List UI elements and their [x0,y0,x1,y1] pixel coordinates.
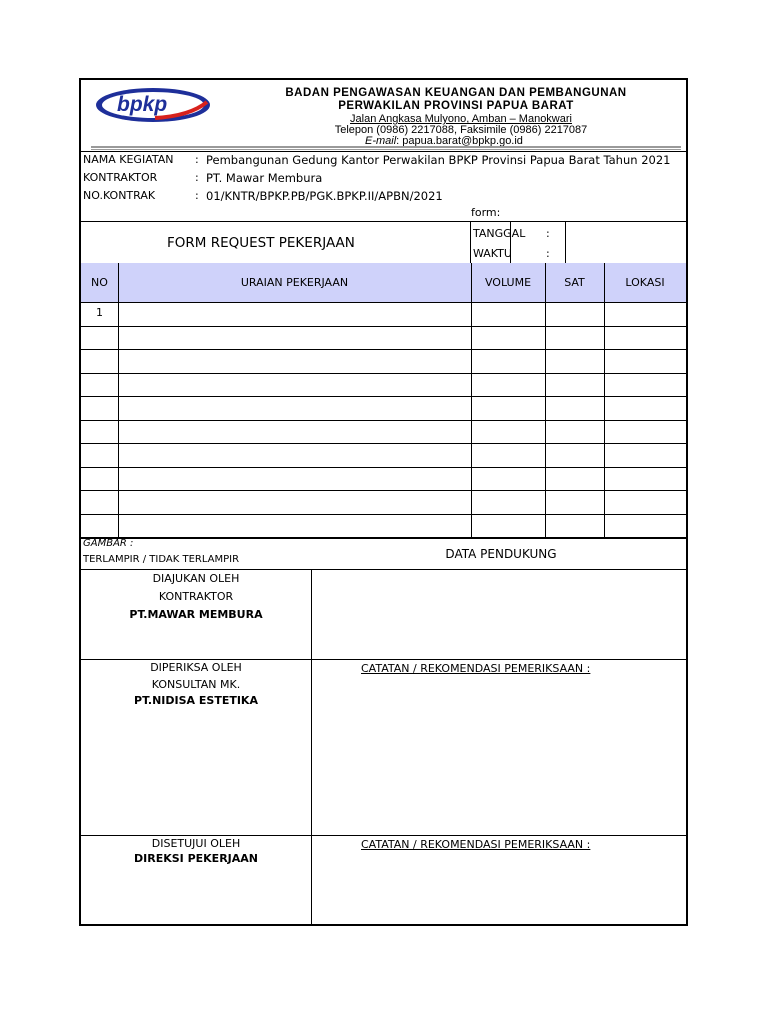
waktu-colon: : [546,247,550,260]
table-cell[interactable] [118,353,471,371]
table-cell[interactable] [604,471,686,489]
table-row [81,396,686,420]
row-line [81,490,686,491]
row-line [81,326,686,327]
table-cell[interactable] [81,447,118,465]
col-volume: VOLUME [484,276,532,289]
sign-top-line [81,569,686,570]
col-lokasi: LOKASI [625,276,665,289]
table-row [81,326,686,350]
diajukan-name: PT.MAWAR MEMBURA [129,608,263,621]
org-phone: Telepon (0986) 2217088, Faksimile (0986) 2217087 [334,124,588,136]
email-label: E-mail [365,135,397,147]
gambar-label: GAMBAR : [83,538,134,549]
table-row [81,490,686,514]
kegiatan-colon: : [195,153,199,166]
kontraktor-value: PT. Mawar Membura [206,171,323,185]
sign-divider [311,569,312,926]
table-cell[interactable] [545,494,604,512]
row-line [81,373,686,374]
gambar-option: TERLAMPIR / TIDAK TERLAMPIR [83,554,240,565]
header-rule-top [91,146,681,148]
sign-row-line-1 [81,659,686,660]
table-cell[interactable] [471,471,545,489]
bpkp-logo [95,86,211,124]
kegiatan-label: NAMA KEGIATAN [83,153,174,166]
table-cell[interactable] [118,306,471,324]
table-cell[interactable] [604,518,686,536]
catatan-pemeriksaan-2: CATATAN / REKOMENDASI PEMERIKSAAN : [361,838,591,851]
table-cell[interactable] [471,330,545,348]
table-cell[interactable] [545,424,604,442]
table-cell[interactable] [604,377,686,395]
row-line [81,420,686,421]
header-rule-bottom [91,149,681,150]
waktu-label: WAKTU [473,247,512,260]
table-cell[interactable] [604,447,686,465]
tanggal-colon: : [546,227,550,240]
table-row [81,373,686,397]
logo-text: bpkp [117,93,168,116]
table-cell[interactable] [118,400,471,418]
table-row [81,349,686,373]
table-cell[interactable] [471,353,545,371]
data-pendukung: DATA PENDUKUNG [445,547,557,561]
table-cell[interactable] [545,377,604,395]
tanggal-label: TANGGAL [473,227,526,240]
table-row [81,443,686,467]
org-address: Jalan Angkasa Mulyono, Amban – Manokwari [350,113,572,125]
table-cell[interactable] [118,424,471,442]
email-value: : papua.barat@bpkp.go.id [396,135,523,147]
table-cell[interactable] [81,471,118,489]
kontraktor-colon: : [195,171,199,184]
form-title: FORM REQUEST PEKERJAAN [167,235,355,251]
row-line [81,349,686,350]
table-cell[interactable] [604,306,686,324]
table-cell[interactable] [545,447,604,465]
table-cell[interactable] [471,377,545,395]
table-cell[interactable] [118,494,471,512]
catatan-pemeriksaan-1: CATATAN / REKOMENDASI PEMERIKSAAN : [361,662,591,675]
table-cell[interactable] [604,353,686,371]
table-cell[interactable] [604,400,686,418]
table-cell[interactable] [118,377,471,395]
info-top-line [81,151,686,152]
table-cell[interactable] [118,330,471,348]
table-cell[interactable] [118,447,471,465]
diajukan-label: DIAJUKAN OLEH [152,572,240,585]
table-cell[interactable] [471,494,545,512]
kontrak-colon: : [195,189,199,202]
table-cell[interactable] [81,518,118,536]
diperiksa-role: KONSULTAN MK. [151,678,241,691]
table-cell[interactable] [81,494,118,512]
table-row [81,467,686,491]
tanggal-value-divider [565,221,566,263]
title-divider [470,221,471,263]
table-cell[interactable] [545,518,604,536]
disetujui-label: DISETUJUI OLEH [151,837,241,850]
table-cell[interactable]: 1 [96,306,103,319]
disetujui-name: DIREKSI PEKERJAAN [134,852,258,865]
table-cell[interactable] [545,330,604,348]
table-row [81,514,686,538]
row-line [81,443,686,444]
org-name: BADAN PENGAWASAN KEUANGAN DAN PEMBANGUNAN [285,87,627,99]
diperiksa-name: PT.NIDISA ESTETIKA [134,694,258,707]
col-no: NO [91,276,108,289]
table-cell[interactable] [545,306,604,324]
table-row [81,302,686,326]
kontrak-value: 01/KNTR/BPKP.PB/PGK.BPKP.II/APBN/2021 [206,189,443,203]
col-sat: SAT [564,276,585,289]
table-cell[interactable] [545,353,604,371]
table-cell[interactable] [604,494,686,512]
table-cell[interactable] [118,518,471,536]
table-cell[interactable] [471,518,545,536]
table-cell[interactable] [545,400,604,418]
row-line [81,514,686,515]
table-cell[interactable] [471,447,545,465]
table-cell[interactable] [118,471,471,489]
table-cell[interactable] [471,424,545,442]
table-cell[interactable] [604,330,686,348]
table-cell[interactable] [81,330,118,348]
kegiatan-value: Pembangunan Gedung Kantor Perwakilan BPKP Provinsi Papua Barat Tahun 2021 [206,153,671,167]
diajukan-role: KONTRAKTOR [158,590,234,603]
table-cell[interactable] [471,306,545,324]
row-line [81,467,686,468]
org-unit: PERWAKILAN PROVINSI PAPUA BARAT [338,100,574,112]
table-cell[interactable] [81,400,118,418]
table-cell[interactable] [604,424,686,442]
table-cell[interactable] [81,424,118,442]
form-sheet [79,78,688,926]
table-cell[interactable] [471,400,545,418]
kontraktor-label: KONTRAKTOR [83,171,158,184]
table-cell[interactable] [545,471,604,489]
table-cell[interactable] [81,353,118,371]
kontrak-label: NO.KONTRAK [83,189,156,202]
form-label: form: [471,206,501,219]
diperiksa-label: DIPERIKSA OLEH [150,661,242,674]
title-top-line [81,221,686,222]
table-bottom-line [81,537,686,539]
row-line [81,396,686,397]
table-row [81,420,686,444]
sign-row-line-2 [81,835,686,836]
col-uraian: URAIAN PEKERJAAN [240,276,349,289]
table-cell[interactable] [81,377,118,395]
